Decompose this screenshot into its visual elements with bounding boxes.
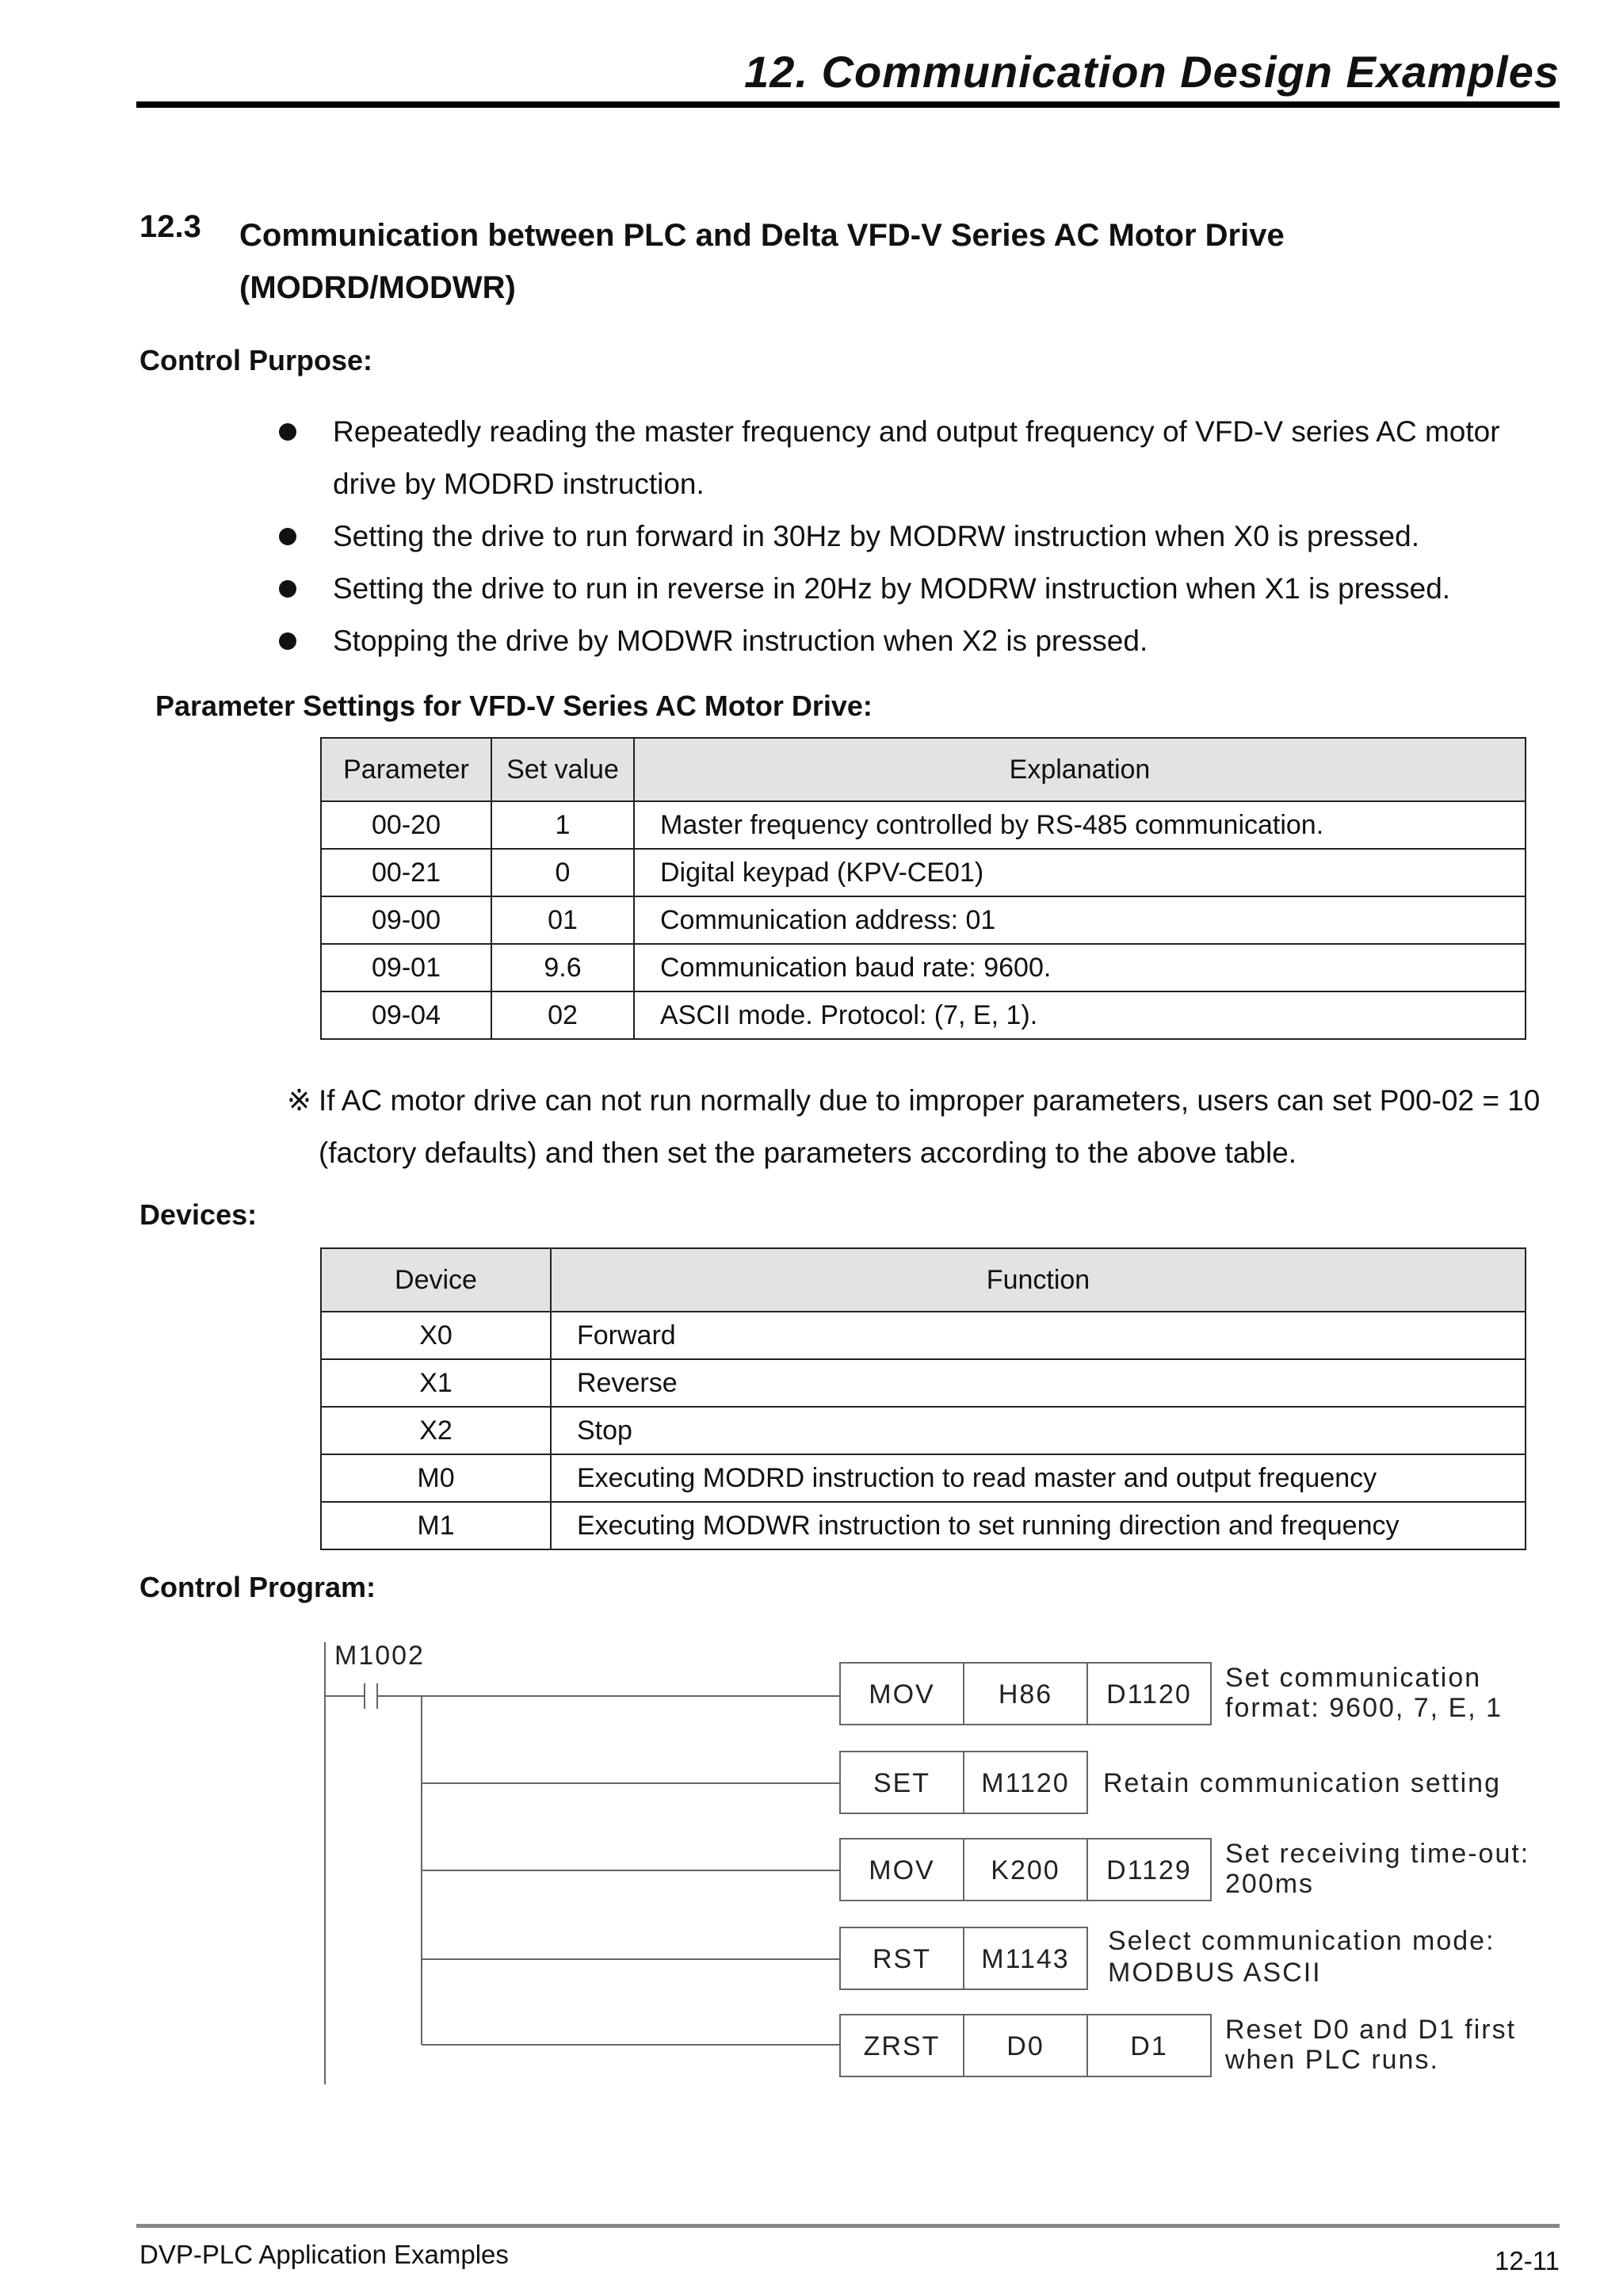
chapter-title: 12. Communication Design Examples [744, 47, 1560, 97]
table-row: 09-04 02 ASCII mode. Protocol: (7, E, 1). [321, 991, 1526, 1039]
operand-cell: M1143 [981, 1944, 1070, 1974]
section-number: 12.3 [139, 209, 201, 244]
rung-comment: when PLC runs. [1225, 2045, 1439, 2075]
rung-comment: Select communication mode: [1108, 1926, 1495, 1956]
rung-set-m1120 [422, 1752, 1501, 1813]
rung-comment: Set receiving time-out: [1225, 1839, 1530, 1869]
section-title-line1: Communication between PLC and Delta VFD-V Series AC Motor Drive [239, 218, 1285, 253]
devices-table [320, 1247, 1526, 1550]
section-title [239, 209, 1507, 314]
operand-cell: M1120 [981, 1768, 1070, 1798]
operand-cell: H86 [998, 1679, 1053, 1710]
operand-cell: D1 [1130, 2031, 1168, 2061]
table-row: 09-00 01 Communication address: 01 [321, 896, 1526, 944]
list-item: Setting the drive to run in reverse in 20Hz by MODRW instruction when X1 is pressed. [269, 563, 1553, 615]
list-item: Stopping the drive by MODWR instruction when X2 is pressed. [269, 615, 1553, 667]
column-header: Parameter [321, 738, 491, 801]
rung-comment: 200ms [1225, 1869, 1315, 1899]
page-number: 12-11 [1495, 2246, 1560, 2275]
operand-cell: D1129 [1106, 1855, 1192, 1885]
list-item: Repeatedly reading the master frequency and output frequency of VFD-V series AC motor drive by MODRD instruction. [269, 406, 1553, 510]
note-mark: ※ [287, 1084, 312, 1117]
parameter-note [287, 1075, 1555, 1179]
table-row: 00-21 0 Digital keypad (KPV-CE01) [321, 849, 1526, 896]
instruction-cell: SET [873, 1768, 931, 1798]
bullet-icon [279, 580, 296, 598]
instruction-cell: RST [873, 1944, 931, 1974]
section-title-line2: (MODRD/MODWR) [239, 270, 516, 305]
control-program-heading: Control Program: [139, 1571, 376, 1603]
footer-title: DVP-PLC Application Examples [139, 2240, 509, 2269]
instruction-cell: MOV [869, 1679, 935, 1710]
column-header: Explanation [634, 738, 1526, 801]
table-row: M0 Executing MODRD instruction to read master and output frequency [321, 1454, 1526, 1502]
parameter-table [320, 737, 1526, 1040]
list-item: Setting the drive to run forward in 30Hz by MODRW instruction when X0 is pressed. [269, 510, 1553, 563]
rung-comment: MODBUS ASCII [1108, 1958, 1322, 1988]
table-header-row [321, 1248, 1526, 1312]
footer-rule [136, 2224, 1560, 2228]
table-row: X2 Stop [321, 1407, 1526, 1454]
contact-symbol [325, 1683, 840, 1709]
bullet-icon [279, 423, 296, 441]
parameter-settings-heading: Parameter Settings for VFD-V Series AC Motor Drive: [155, 690, 873, 722]
column-header: Device [321, 1248, 551, 1312]
operand-cell: D1120 [1106, 1679, 1192, 1710]
instruction-cell: MOV [869, 1855, 935, 1885]
rung-mov-h86 [840, 1663, 1503, 1725]
rung-comment: Reset D0 and D1 first [1225, 2015, 1517, 2045]
header-rule [136, 101, 1560, 108]
ladder-diagram [0, 1625, 1623, 2100]
table-row: X1 Reverse [321, 1359, 1526, 1407]
bullet-icon [279, 632, 296, 650]
column-header: Function [551, 1248, 1526, 1312]
table-row: 00-20 1 Master frequency controlled by RS-485 communication. [321, 801, 1526, 849]
control-purpose-heading: Control Purpose: [139, 344, 372, 376]
rung-comment: Retain communication setting [1103, 1768, 1502, 1798]
column-header: Set value [491, 738, 634, 801]
rung-zrst [422, 2015, 1516, 2076]
table-row: X0 Forward [321, 1312, 1526, 1359]
table-row: 09-01 9.6 Communication baud rate: 9600. [321, 944, 1526, 991]
bullet-icon [279, 528, 296, 545]
operand-cell: D0 [1006, 2031, 1044, 2061]
rung-mov-k200 [422, 1839, 1529, 1901]
purpose-list [269, 406, 1553, 667]
rung-comment: format: 9600, 7, E, 1 [1225, 1693, 1503, 1723]
rung-comment: Set communication [1225, 1663, 1482, 1693]
contact-label: M1002 [334, 1641, 425, 1671]
devices-heading: Devices: [139, 1198, 258, 1231]
table-row: M1 Executing MODWR instruction to set running direction and frequency [321, 1502, 1526, 1549]
table-header-row [321, 738, 1526, 801]
operand-cell: K200 [991, 1855, 1060, 1885]
rung-rst-m1143 [422, 1926, 1495, 1989]
instruction-cell: ZRST [863, 2031, 941, 2061]
note-text: If AC motor drive can not run normally due to improper parameters, users can set P00-02 = 10 (factory defaults) and then set the parameters according to the above table. [319, 1084, 1541, 1169]
